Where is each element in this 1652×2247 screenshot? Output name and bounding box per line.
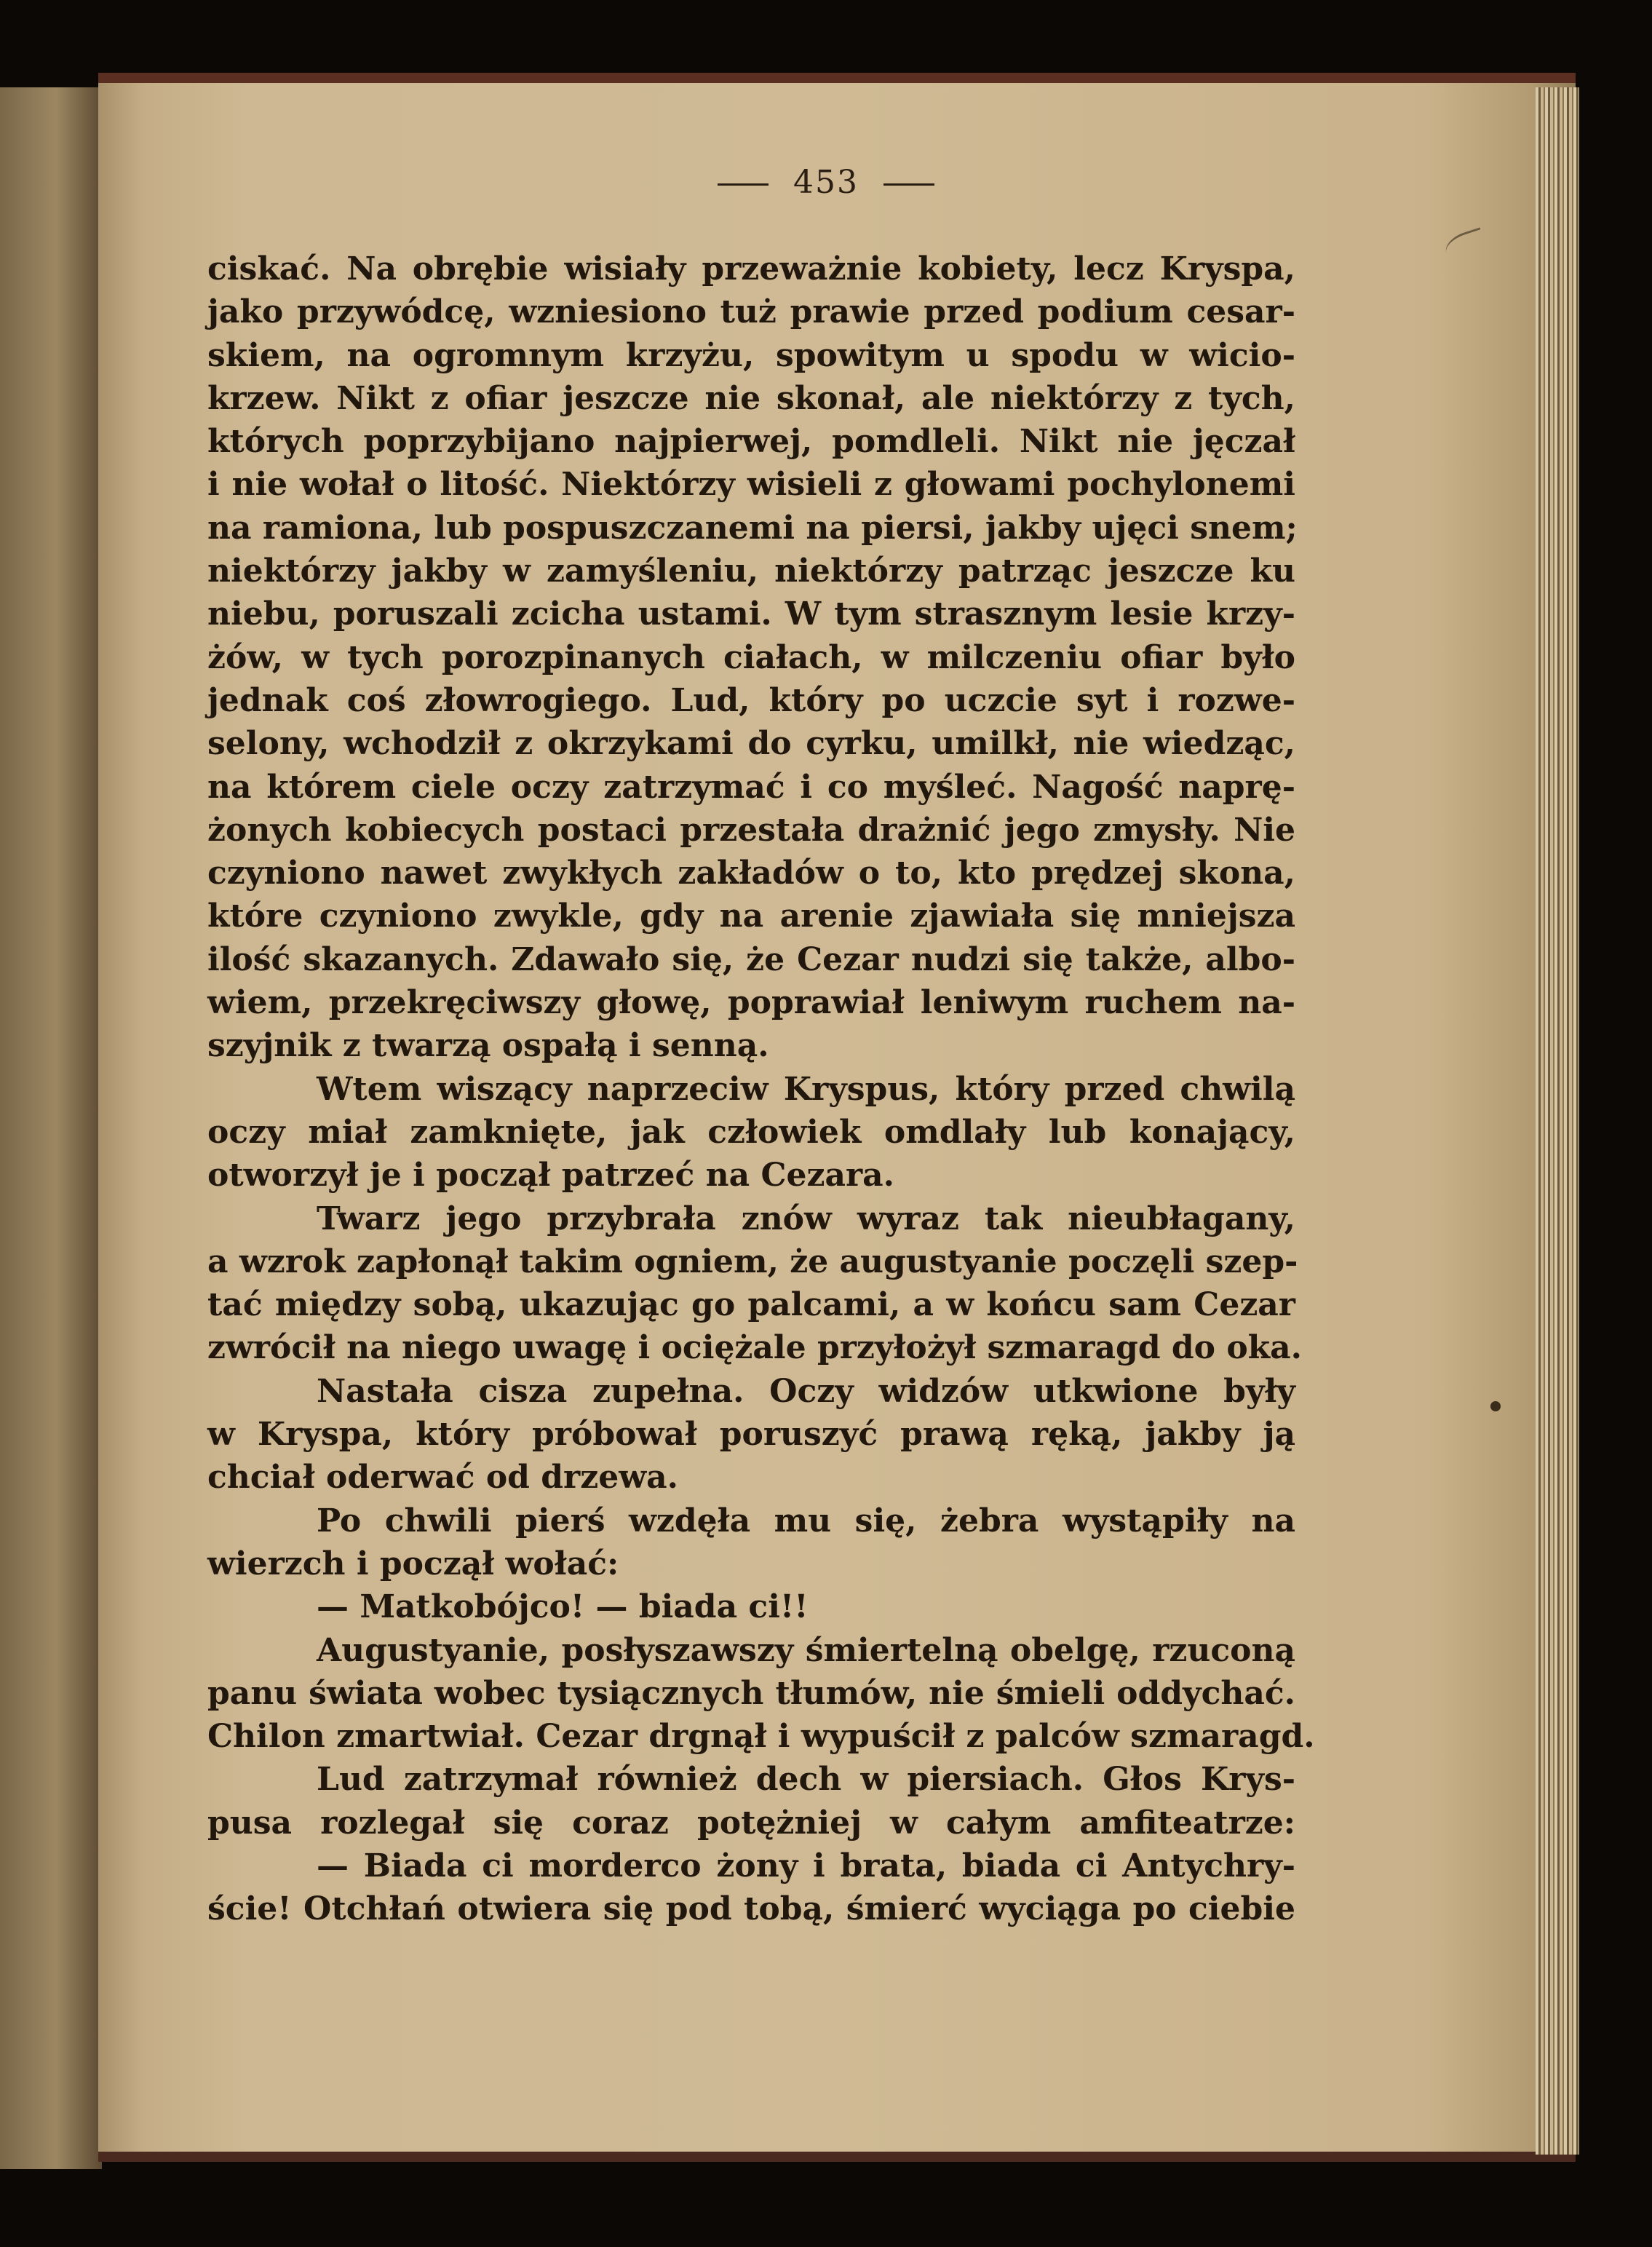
ink-spot [1490,1401,1501,1411]
text-line: zwrócił na niego uwagę i ociężale przyłożył szmaragd do oka. [207,1329,1302,1367]
text-line: — Matkobójco! — biada ci!! [317,1588,809,1626]
text-line: wierzch i począł wołać: [207,1545,619,1582]
text-line: a wzrok zapłonął takim ogniem, że augustyanie poczęli szep- [207,1243,1298,1280]
text-line: Lud zatrzymał również dech w piersiach. Głos Krys- [317,1761,1295,1799]
text-line: — Biada ci morderco żony i brata, biada ci Antychry- [317,1847,1295,1885]
text-line: tać między sobą, ukazując go palcami, a w końcu sam Cezar [207,1286,1295,1324]
text-line: jednak coś złowrogiego. Lud, który po uczcie syt i rozwe- [207,681,1295,719]
text-line: Wtem wiszący naprzeciw Kryspus, który przed chwilą [317,1070,1295,1108]
text-line: Nastała cisza zupełna. Oczy widzów utkwione były [317,1372,1295,1410]
text-line: które czyniono zwykle, gdy na arenie zjawiała się mniejsza [207,897,1295,935]
text-line: których poprzybijano najpierwej, pomdleli. Nikt nie jęczał [207,423,1295,461]
text-line: na którem ciele oczy zatrzymać i co myśleć. Nagość naprę- [207,768,1295,806]
text-line: panu świata wobec tysiącznych tłumów, nie śmieli oddychać. [207,1674,1295,1712]
text-line: niebu, poruszali zcicha ustami. W tym strasznym lesie krzy- [207,595,1295,633]
page-number-header [0,164,1652,201]
folio-dash-right [883,183,934,186]
text-line: i nie wołał o litość. Niektórzy wisieli z głowami pochylonemi [207,466,1295,504]
text-line: wiem, przekręciwszy głowę, poprawiał leniwym ruchem na- [207,984,1295,1022]
text-line: ciskać. Na obrębie wisiały przeważnie kobiety, lecz Kryspa, [207,250,1295,288]
text-line: skiem, na ogromnym krzyżu, spowitym u spodu w wicio- [207,336,1295,374]
text-line: żów, w tych porozpinanych ciałach, w milczeniu ofiar było [207,638,1295,676]
text-line: niektórzy jakby w zamyśleniu, niektórzy patrząc jeszcze ku [207,552,1295,590]
text-line: oczy miał zamknięte, jak człowiek omdlały lub konający, [207,1113,1295,1151]
text-line: krzew. Nikt z ofiar jeszcze nie skonał, ale niektórzy z tych, [207,379,1295,417]
text-line: selony, wchodził z okrzykami do cyrku, umilkł, nie wiedząc, [207,725,1295,763]
text-line: na ramiona, lub pospuszczanemi na piersi, jakby ujęci snem; [207,509,1298,547]
text-line: Twarz jego przybrała znów wyraz tak nieubłagany, [317,1200,1295,1237]
text-line: pusa rozlegał się coraz potężniej w całym amfiteatrze: [207,1804,1295,1842]
page-stack-edge [1536,87,1579,2155]
text-line: ście! Otchłań otwiera się pod tobą, śmierć wyciąga po ciebie [207,1890,1295,1928]
page-number: 453 [793,164,859,201]
text-line: Po chwili pierś wzdęła mu się, żebra wystąpiły na [317,1502,1295,1539]
text-line: szyjnik z twarzą ospałą i senną. [207,1027,769,1065]
text-line: Chilon zmartwiał. Cezar drgnął i wypuścił z palców szmaragd. [207,1718,1315,1756]
text-line: żonych kobiecych postaci przestała drażnić jego zmysły. Nie [207,811,1295,849]
text-line: w Kryspa, który próbował poruszyć prawą ręką, jakby ją [207,1416,1295,1454]
text-line: jako przywódcę, wzniesiono tuż prawie przed podium cesar- [207,293,1295,331]
text-line: chciał oderwać od drzewa. [207,1459,678,1497]
text-line: Augustyanie, posłyszawszy śmiertelną obelgę, rzuconą [317,1631,1295,1669]
text-line: otworzył je i począł patrzeć na Cezara. [207,1157,895,1194]
text-line: ilość skazanych. Zdawało się, że Cezar nudzi się także, albo- [207,940,1295,978]
text-line: czyniono nawet zwykłych zakładów o to, kto prędzej skona, [207,855,1295,892]
folio-dash-left [718,183,769,186]
facing-page-edge [0,87,102,2169]
body-text [207,247,1315,1931]
